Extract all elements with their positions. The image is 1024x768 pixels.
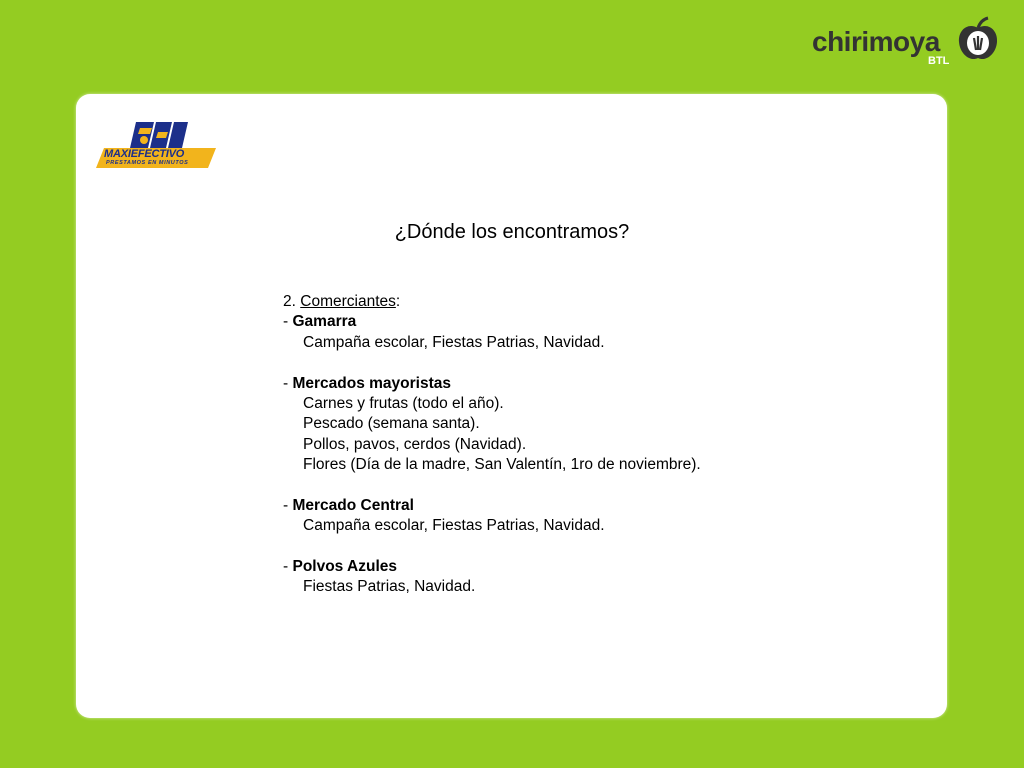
group-name: Mercados mayoristas [292,374,452,392]
slide-title: ¿Dónde los encontramos? [394,221,630,243]
group-item: Pollos, pavos, cerdos (Navidad). [303,435,527,453]
apple-icon [954,16,1002,64]
group-item: Campaña escolar, Fiestas Patrias, Navidad. [303,333,605,351]
group-item: Pescado (semana santa). [303,415,480,433]
group-name: Polvos Azules [292,558,397,576]
group-item: Flores (Día de la madre, San Valentín, 1ro de noviembre). [303,456,701,474]
client-logo-tagline: PRESTAMOS EN MINUTOS [106,160,189,166]
bullet-dash: - [283,558,289,576]
bullet-dash: - [283,496,289,514]
client-logo-name: MAXIEFECTIVO [104,148,185,160]
bullet-dash: - [283,374,289,392]
group-item: Campaña escolar, Fiestas Patrias, Navidad. [303,517,605,535]
group-heading [283,496,701,516]
section-heading [283,292,701,312]
brand-name: chirimoya [812,26,940,57]
section-number: 2. [283,293,296,310]
spacer [283,537,701,557]
group-item: Carnes y frutas (todo el año). [303,394,504,412]
group-heading [283,374,701,394]
group-name: Mercado Central [292,496,414,514]
group-item: Fiestas Patrias, Navidad. [303,578,476,596]
section-suffix: : [395,293,401,310]
spacer [283,353,701,373]
group-name: Gamarra [292,313,357,331]
section-label: Comerciantes [300,293,396,310]
group-heading [283,312,701,332]
slide-content [283,292,701,598]
spacer [283,476,701,496]
bullet-dash: - [283,313,289,331]
chirimoya-logo [812,16,1002,72]
brand-sub: BTL [928,55,950,67]
group-heading [283,557,701,577]
